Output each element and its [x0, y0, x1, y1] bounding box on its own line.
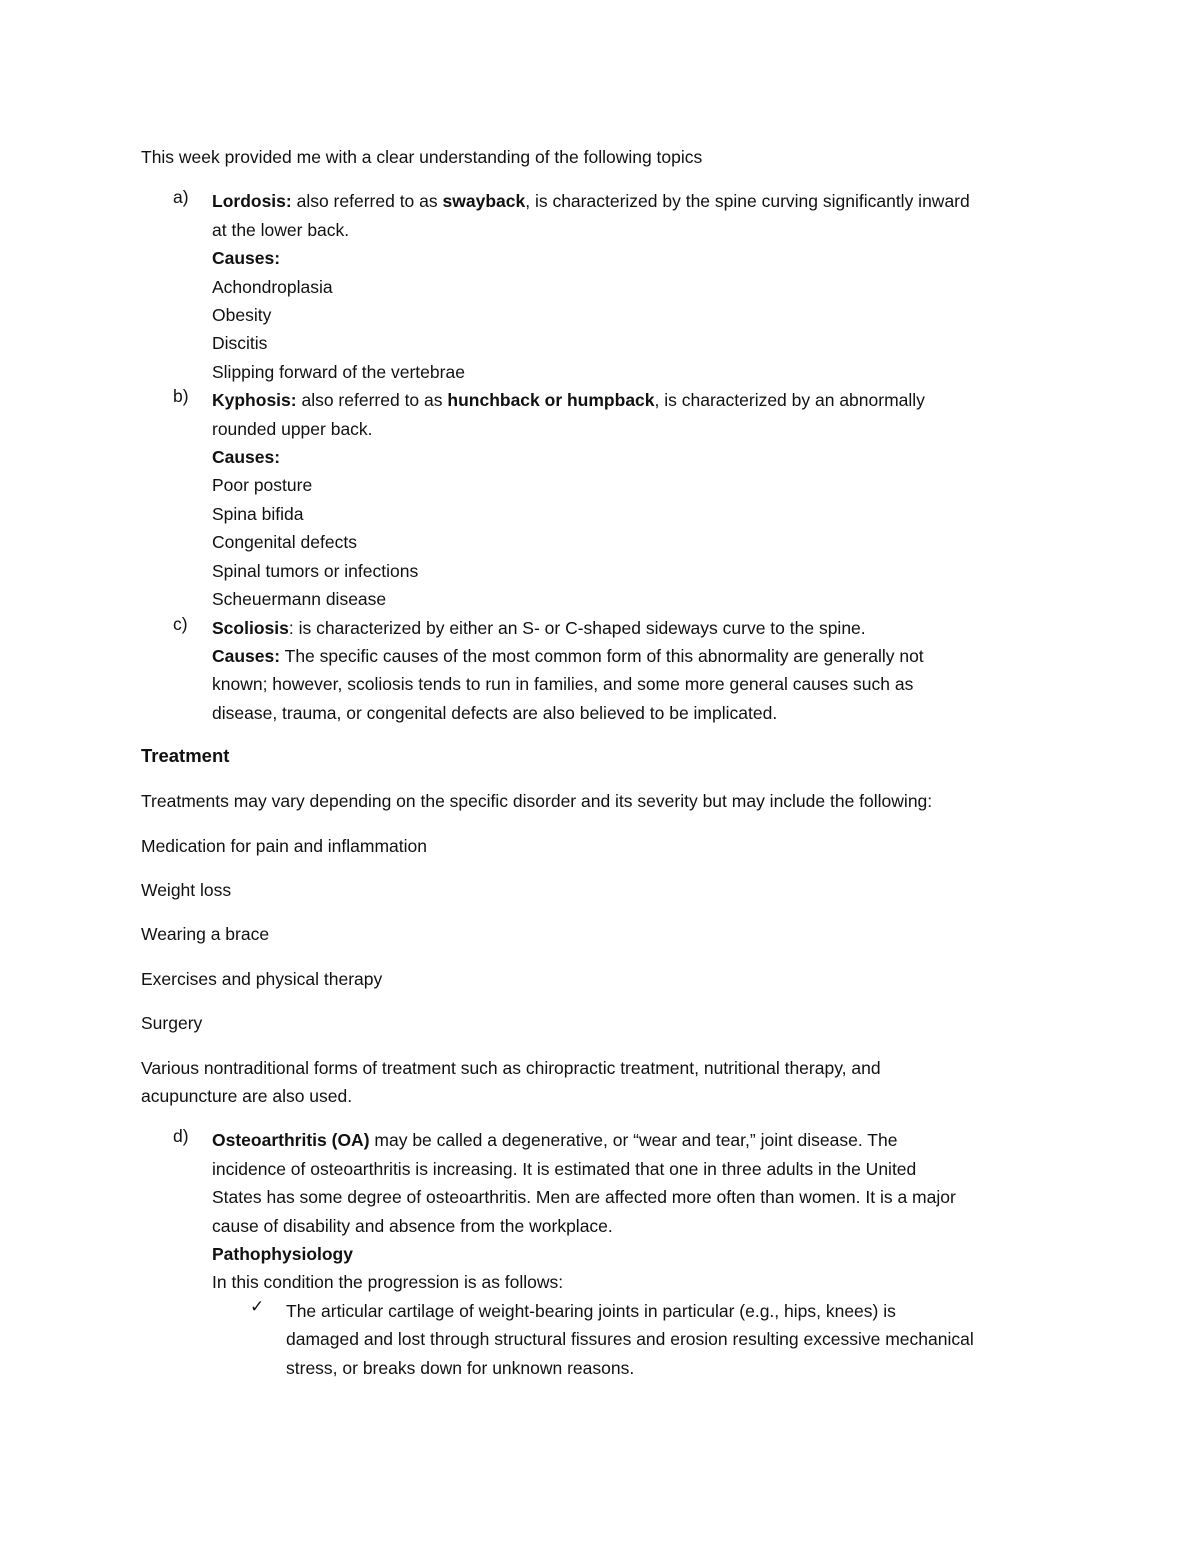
causes-label: Causes: — [212, 248, 281, 269]
causes-label: Causes: — [212, 645, 281, 666]
list-item: Congenital defects — [212, 532, 357, 553]
list-item-scoliosis: c) Scoliosis: is characterized by either an S- or C-shaped sideways curve to the spine. Causes: The specific causes of the most common form of this abnormality are generally not known; however, scoliosis tends to run in families, and some more general causes such as disease, trauma, or congenital defects are also believed to be implicated. — [173, 613, 924, 723]
checklist-item: ✓ The articular cartilage of weight-bearing joints in particular (e.g., hips, knees) is damaged and lost through structural fissures and erosion resulting excessive mechanical stress, or breaks down for unknown reasons. — [250, 1296, 974, 1378]
list-item: Slipping forward of the vertebrae — [212, 361, 465, 382]
treatment-item: Medication for pain and inflammation — [141, 835, 427, 856]
treatment-item: Weight loss — [141, 879, 232, 900]
list-item-osteoarthritis: d) Osteoarthritis (OA) may be called a degenerative, or “wear and tear,” joint disease. The incidence of osteoarthritis is increasing. It is estimated that one in three adults in the United States has some degree of osteoarthritis. Men are affected more often than women. It is a major cause of disability and absence from the workplace. Pathophysiology In this condition the progression is as follows: — [141, 1126, 1081, 1296]
list-item: Poor posture — [212, 475, 313, 496]
list-item: Achondroplasia — [212, 276, 333, 297]
term-lordosis: Lordosis: — [212, 191, 292, 212]
pathophysiology-intro: In this condition the progression is as follows: — [212, 1272, 564, 1293]
treatment-intro: Treatments may vary depending on the specific disorder and its severity but may include the following: — [141, 791, 933, 812]
intro-text: This week provided me with a clear understanding of the following topics — [141, 147, 703, 167]
causes-label: Causes: — [212, 447, 281, 468]
checkmark-icon: ✓ — [250, 1296, 265, 1316]
list-item: Spina bifida — [212, 503, 304, 524]
list-item-kyphosis: b) Kyphosis: also referred to as hunchback or humpback, is characterized by an abnormally rounded upper back. Causes: Poor posture Spina bifida Congenital defects Spinal tumors or infections Scheuermann disease — [141, 386, 1081, 613]
treatment-item: Surgery — [141, 1013, 203, 1034]
treatment-item: Wearing a brace — [141, 924, 270, 945]
list-marker: c) — [173, 613, 188, 634]
list-marker: b) — [173, 386, 189, 407]
list-item: Discitis — [212, 333, 268, 354]
treatment-heading: Treatment — [141, 745, 230, 767]
term-kyphosis: Kyphosis: — [212, 390, 297, 411]
list-item: Spinal tumors or infections — [212, 560, 419, 581]
treatment-other: Various nontraditional forms of treatment such as chiropractic treatment, nutritional therapy, and — [141, 1057, 881, 1078]
alias-hunchback: hunchback or humpback — [447, 390, 655, 411]
list-marker: d) — [173, 1126, 189, 1147]
document-page: This week provided me with a clear understanding of the following topics a) Lordosis: also referred to as swayback, is characterized by the spine curving significantly inward at the lower back. Causes: Achondroplasia Obesity Discitis Slipping forward of the vertebrae b) Kyphosis: also referred to as hunchback or humpback, is characterized by an abnormally rounded upper back. Causes: Poor posture Spina bifida Congenital defects Spinal tumors or infections Scheuermann disease c) Scoliosis: is characterized by either an S- or C-shaped sideways curve to the spine. Causes: The specific causes of the most common form of this abnormality are generally not known; however, scoliosis tends to run in families, and some more general causes such as disease, trauma, or congenital defects are also believed to be implicated. Treatment Treatments may vary depending on the specific disorder and its severity but may include the following: Medication for pain and inflammation Weight loss Wearing a brace Exercises and physical therapy Surgery Various nontraditional forms of treatment such as chiropractic treatment, nutritional therapy, and acupuncture are also used. d) Osteoarthritis (OA) may be called a degenerative, or “wear and tear,” joint disease. The incidence of osteoarthritis is increasing. It is estimated that one in three adults in the United States has some degree of osteoarthritis. Men are affected more often than women. It is a major cause of disability and absence from the workplace. Pathophysiology In this condition the progression is as follows: ✓ The articular cartilage of weight-bearing joints in particular (e.g., hips, knees) is damaged and lost through structural fissures and erosion resulting excessive mechanical stress, or breaks down for unknown reasons. — [141, 143, 1081, 1382]
list-item-lordosis: a) Lordosis: also referred to as swayback, is characterized by the spine curving significantly inward at the lower back. Causes: Achondroplasia Obesity Discitis Slipping forward of the vertebrae — [141, 187, 1081, 386]
list-marker: a) — [173, 187, 189, 208]
term-osteoarthritis: Osteoarthritis (OA) — [212, 1130, 370, 1151]
list-item: Scheuermann disease — [212, 589, 387, 610]
list-item: Obesity — [212, 305, 272, 326]
alias-swayback: swayback — [442, 191, 526, 212]
term-scoliosis: Scoliosis — [212, 617, 289, 638]
treatment-item: Exercises and physical therapy — [141, 968, 383, 989]
pathophysiology-heading: Pathophysiology — [212, 1244, 353, 1264]
